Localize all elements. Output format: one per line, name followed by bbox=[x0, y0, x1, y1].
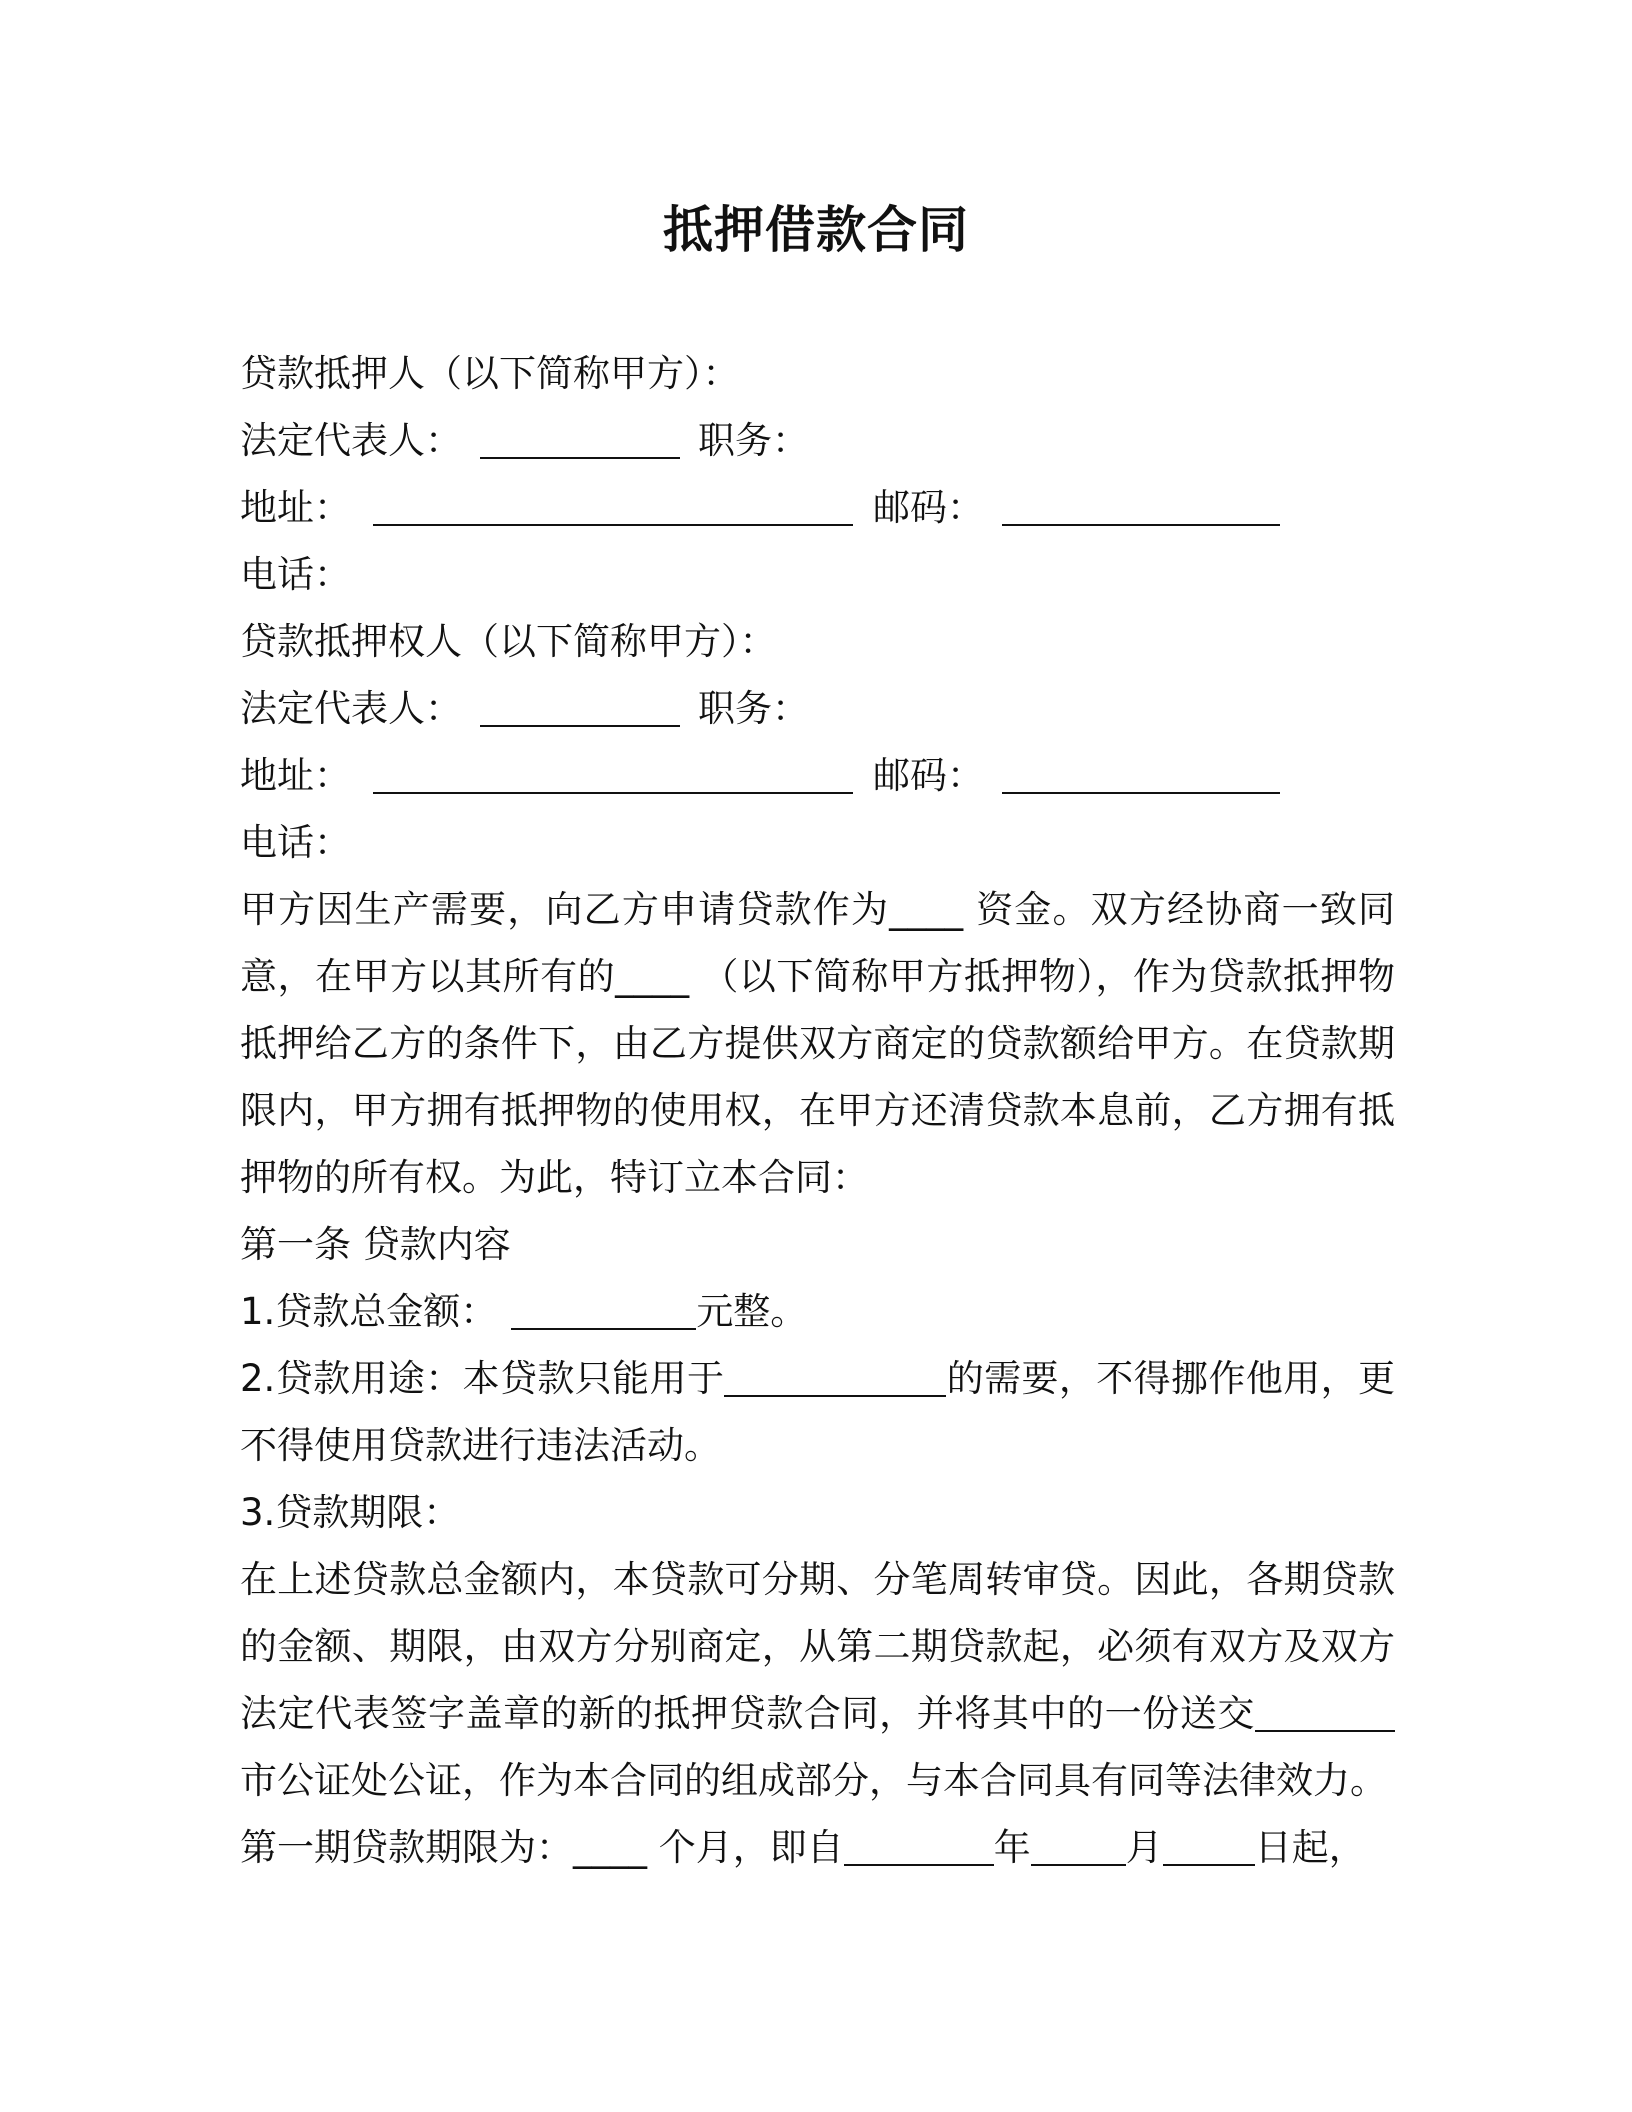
year-label: 年 bbox=[993, 1826, 1031, 1869]
loan-amount-blank bbox=[511, 1284, 696, 1330]
day-blank bbox=[1163, 1820, 1255, 1866]
loan-term-text: 在上述贷款总金额内，本贷款可分期、分笔周转审贷。因此，各期贷款的金额、期限，由双方分别商定，从第二期贷款起，必须有双方及双方法定代表签字盖章的新的抵押贷款合同，并将其中的一份送交 bbox=[240, 1558, 1395, 1735]
party-b-rep-row bbox=[240, 675, 1395, 742]
address-label: 地址： bbox=[240, 486, 351, 529]
zip-label: 邮码： bbox=[873, 486, 984, 529]
year-blank bbox=[844, 1820, 994, 1866]
loan-amount-row bbox=[240, 1278, 1395, 1345]
position-label: 职务： bbox=[698, 687, 809, 730]
loan-amount-label: 1.贷款总金额： bbox=[240, 1290, 498, 1333]
party-a-phone: 电话： bbox=[240, 553, 351, 596]
loan-purpose-blank bbox=[724, 1351, 946, 1397]
loan-term-heading: 3.贷款期限： bbox=[240, 1491, 461, 1534]
notary-blank bbox=[1255, 1686, 1395, 1732]
rep-label: 法定代表人： bbox=[240, 687, 462, 730]
zip-label: 邮码： bbox=[873, 754, 984, 797]
zip-blank bbox=[1002, 480, 1280, 526]
party-a-address-row bbox=[240, 474, 1395, 541]
first-period-label: 第一期贷款期限为：____ 个月，即自 bbox=[240, 1826, 844, 1869]
rep-label: 法定代表人： bbox=[240, 419, 462, 462]
loan-amount-suffix: 元整。 bbox=[696, 1290, 808, 1333]
loan-purpose-text: 的需要，不得挪作他用，更不得使用贷款进行违法活动。 bbox=[240, 1357, 1395, 1467]
month-label: 月 bbox=[1125, 1826, 1163, 1869]
rep-blank bbox=[480, 681, 680, 727]
first-period-row bbox=[240, 1814, 1395, 1881]
loan-purpose-paragraph bbox=[240, 1345, 1395, 1479]
document-title: 抵押借款合同 bbox=[663, 201, 969, 259]
rep-blank bbox=[480, 413, 680, 459]
day-label: 日起， bbox=[1254, 1826, 1366, 1869]
party-a-rep-row bbox=[240, 407, 1395, 474]
intro-paragraph: 甲方因生产需要，向乙方申请贷款作为____ 资金。双方经协商一致同意，在甲方以其所有的____ （以下简称甲方抵押物），作为贷款抵押物抵押给乙方的条件下，由乙方提供双方商定的贷款额给甲方。在贷款期限内，甲方拥有抵押物的使用权，在甲方还清贷款本息前，乙方拥有抵押物的所有权。为此，特订立本合同： bbox=[240, 888, 1395, 1199]
document-body bbox=[240, 340, 1395, 1881]
month-blank bbox=[1031, 1820, 1126, 1866]
party-b-heading: 贷款抵押权人（以下简称甲方）： bbox=[240, 620, 777, 663]
loan-term-text-cont: 市公证处公证，作为本合同的组成部分，与本合同具有同等法律效力。 bbox=[240, 1759, 1387, 1802]
address-blank bbox=[373, 748, 853, 794]
loan-term-paragraph bbox=[240, 1546, 1395, 1814]
address-label: 地址： bbox=[240, 754, 351, 797]
party-b-phone: 电话： bbox=[240, 821, 351, 864]
address-blank bbox=[373, 480, 853, 526]
party-b-address-row bbox=[240, 742, 1395, 809]
zip-blank bbox=[1002, 748, 1280, 794]
article-1-heading: 第一条 贷款内容 bbox=[240, 1223, 511, 1266]
position-label: 职务： bbox=[698, 419, 809, 462]
party-a-heading: 贷款抵押人（以下简称甲方）： bbox=[240, 352, 740, 395]
loan-purpose-label: 2.贷款用途：本贷款只能用于 bbox=[240, 1357, 725, 1400]
